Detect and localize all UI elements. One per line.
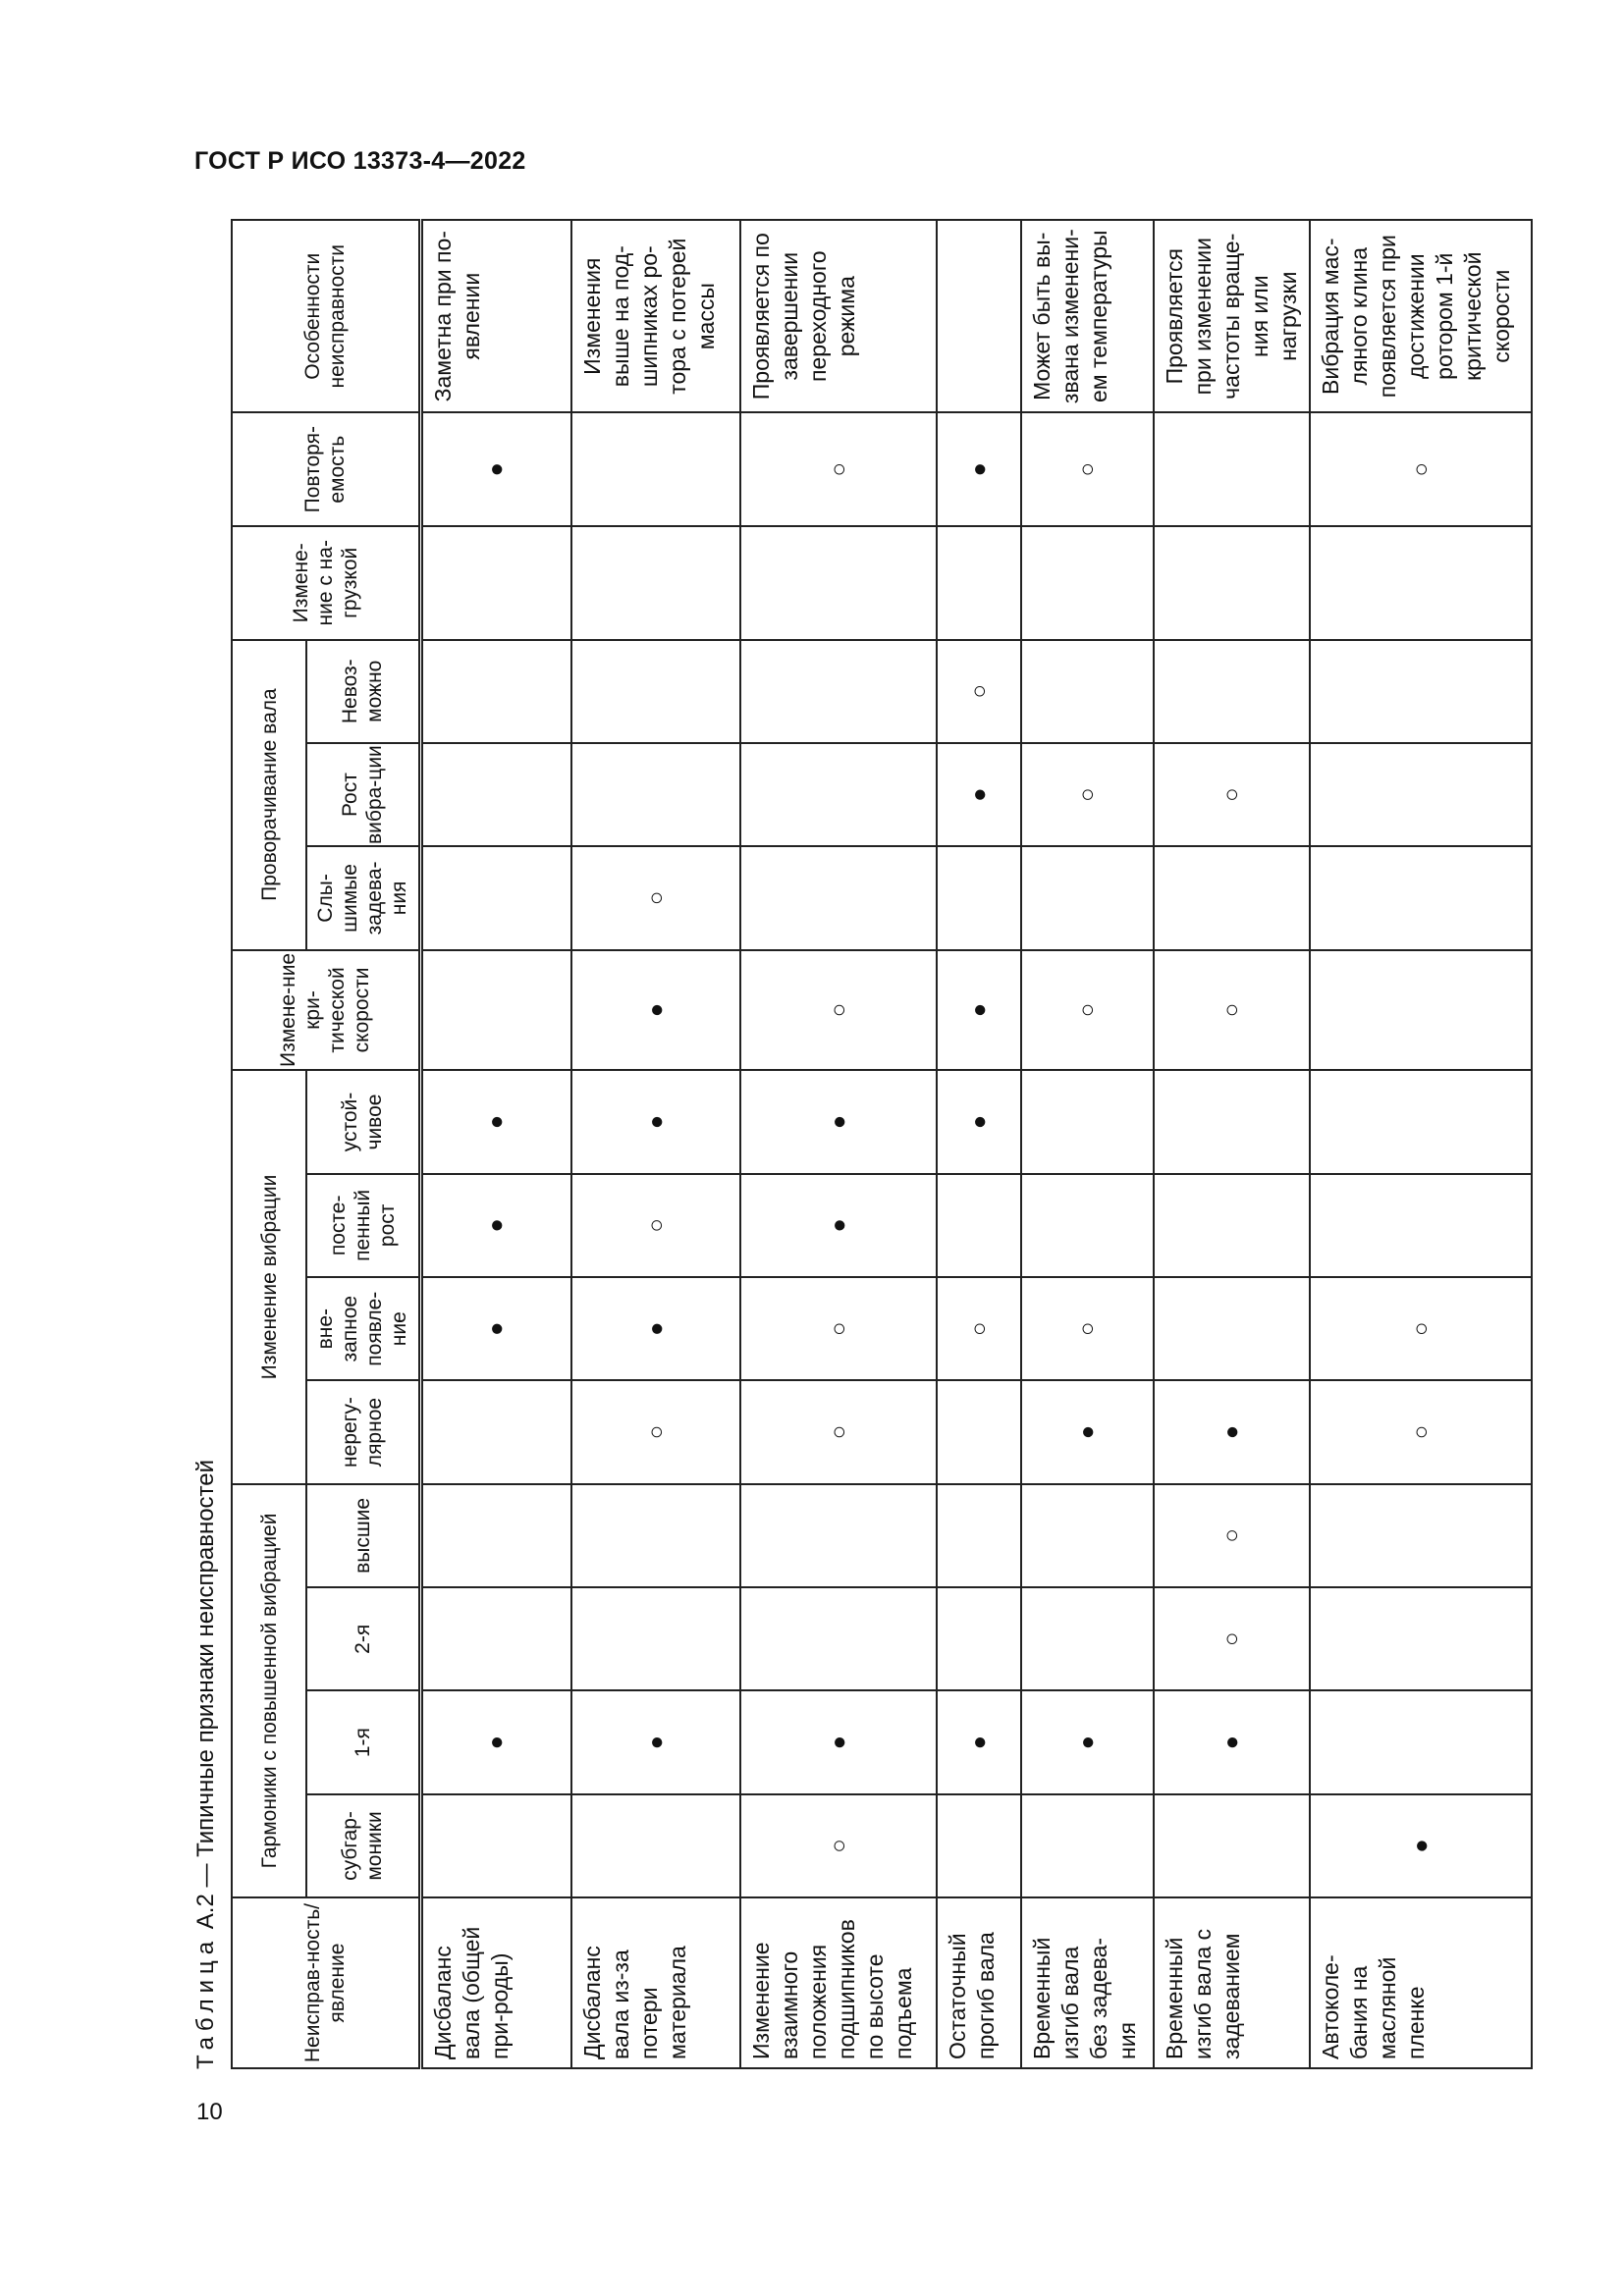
cell-mark [1021,1690,1154,1793]
header-vibration-change: Изменение вибрации [232,1070,306,1483]
table-row [740,220,937,2068]
cell-mark [1154,846,1310,949]
cell-mark [1154,526,1310,640]
cell-mark [571,1587,740,1690]
hollow-circle-icon: ○ [825,461,852,477]
cell-mark [1310,640,1532,743]
cell-mark [571,1794,740,1897]
cell-mark [1154,1277,1310,1380]
filled-dot-icon: ● [1407,1839,1435,1853]
cell-mark [937,1277,1021,1380]
cell-mark [571,1070,740,1173]
cell-mark [937,1380,1021,1483]
cell-mark [420,1484,571,1587]
subheader-harmonic-1: 1-я [306,1690,420,1793]
cell-cause: Дисбаланс вала (общей при-роды) [420,1897,571,2068]
cell-mark [1021,526,1154,640]
cell-mark [420,846,571,949]
hollow-circle-icon: ○ [642,890,670,906]
hollow-circle-icon: ○ [1218,1528,1245,1543]
cell-mark [937,1690,1021,1793]
cell-mark [1310,412,1532,526]
subheader-harmonic-2: 2-я [306,1587,420,1690]
filled-dot-icon: ● [483,1735,511,1750]
filled-dot-icon: ● [1218,1424,1245,1440]
table-caption-label: Таблица [192,1935,219,2069]
hollow-circle-icon: ○ [825,1424,852,1440]
cell-mark [937,1484,1021,1587]
cell-mark [420,1380,571,1483]
cell-mark [571,1380,740,1483]
hollow-circle-icon: ○ [825,1839,852,1853]
hollow-circle-icon: ○ [1074,461,1101,477]
cell-mark [1310,846,1532,949]
cell-mark [740,1484,937,1587]
filled-dot-icon: ● [965,787,993,802]
cell-mark [420,950,571,1071]
subheader-harmonic-higher: высшие [306,1484,420,1587]
filled-dot-icon: ● [965,461,993,477]
filled-dot-icon: ● [483,1114,511,1130]
cell-mark [1154,950,1310,1071]
rotated-table-container [191,219,1514,2069]
cell-mark [740,412,937,526]
cell-feature: Вибрация мас-ляного клина появляется при достижении ротором 1-й критической скорости [1310,220,1532,412]
fault-symptoms-table [231,219,1533,2069]
table-row [937,220,1021,2068]
cell-mark [1021,412,1154,526]
cell-cause: Временный изгиб вала с задеванием [1154,1897,1310,2068]
cell-mark [420,412,571,526]
cell-feature: Заметна при по-явлении [420,220,571,412]
cell-mark [1154,743,1310,846]
cell-mark [571,1277,740,1380]
subheader-vibration-growth: Рост вибра-ции [306,743,420,846]
subheader-sudden: вне-запное появле-ние [306,1277,420,1380]
cell-mark [1310,1070,1532,1173]
subheader-subharmonics: субгар-моники [306,1794,420,1897]
cell-mark [420,1690,571,1793]
filled-dot-icon: ● [965,1735,993,1750]
hollow-circle-icon: ○ [965,1321,993,1336]
cell-mark [1154,1174,1310,1277]
cell-mark [571,1690,740,1793]
cell-mark [937,526,1021,640]
cell-mark [1310,1380,1532,1483]
cell-mark [937,950,1021,1071]
cell-mark [937,412,1021,526]
hollow-circle-icon: ○ [1407,1321,1435,1336]
cell-mark [1154,1587,1310,1690]
cell-mark [1021,1070,1154,1173]
cell-mark [937,743,1021,846]
hollow-circle-icon: ○ [642,1424,670,1440]
cell-mark [420,1587,571,1690]
cell-mark [1154,1380,1310,1483]
subheader-gradual: посте-пенный рост [306,1174,420,1277]
cell-mark [420,1070,571,1173]
table-row [1154,220,1310,2068]
cell-mark [420,1794,571,1897]
cell-mark [937,1587,1021,1690]
filled-dot-icon: ● [642,1002,670,1018]
filled-dot-icon: ● [483,1218,511,1233]
filled-dot-icon: ● [825,1735,852,1750]
cell-mark [740,950,937,1071]
hollow-circle-icon: ○ [1407,1424,1435,1440]
subheader-steady: устой-чивое [306,1070,420,1173]
hollow-circle-icon: ○ [825,1321,852,1336]
cell-mark [740,1277,937,1380]
cell-mark [571,950,740,1071]
cell-mark [1154,1690,1310,1793]
cell-mark [1310,1794,1532,1897]
cell-mark [740,1587,937,1690]
cell-mark [1021,1587,1154,1690]
cell-mark [937,1794,1021,1897]
filled-dot-icon: ● [642,1321,670,1336]
filled-dot-icon: ● [483,461,511,477]
hollow-circle-icon: ○ [1407,461,1435,477]
filled-dot-icon: ● [825,1114,852,1130]
table-row [1021,220,1154,2068]
cell-mark [740,1380,937,1483]
header-harmonics: Гармоники с повышенной вибрацией [232,1484,306,1897]
cell-mark [571,526,740,640]
cell-mark [1310,743,1532,846]
table-row [420,220,571,2068]
cell-feature: Проявляется при изменении частоты враще-ния или нагрузки [1154,220,1310,412]
cell-mark [1021,1174,1154,1277]
filled-dot-icon: ● [825,1218,852,1233]
cell-mark [571,640,740,743]
header-cause: Неисправ-ность/явление [232,1897,420,2068]
table-caption [191,1460,221,2069]
cell-mark [740,743,937,846]
cell-mark [1154,412,1310,526]
cell-mark [571,412,740,526]
hollow-circle-icon: ○ [1074,787,1101,802]
cell-mark [1154,640,1310,743]
hollow-circle-icon: ○ [965,683,993,699]
cell-mark [420,1174,571,1277]
table-row [571,220,740,2068]
table-body [420,220,1532,2068]
cell-mark [1310,526,1532,640]
cell-mark [1154,1484,1310,1587]
header-features: Особенности неисправности [232,220,420,412]
header-load-change: Измене-ние с на-грузкой [232,526,420,640]
filled-dot-icon: ● [642,1114,670,1130]
hollow-circle-icon: ○ [1218,1631,1245,1647]
header-slow-roll: Проворачивание вала [232,640,306,950]
cell-mark [937,640,1021,743]
cell-feature: Проявляется по завершении переходного режима [740,220,937,412]
cell-mark [1021,743,1154,846]
hollow-circle-icon: ○ [825,1002,852,1018]
document-header: ГОСТ Р ИСО 13373-4—2022 [194,147,526,175]
cell-mark [1310,1174,1532,1277]
hollow-circle-icon: ○ [1218,787,1245,802]
cell-mark [937,846,1021,949]
cell-mark [1154,1794,1310,1897]
filled-dot-icon: ● [642,1735,670,1750]
cell-mark [420,743,571,846]
cell-mark [420,526,571,640]
cell-cause: Остаточный прогиб вала [937,1897,1021,2068]
subheader-impossible: Невоз-можно [306,640,420,743]
filled-dot-icon: ● [483,1321,511,1336]
cell-mark [571,1484,740,1587]
cell-mark [1310,1277,1532,1380]
subheader-irregular: нерегу-лярное [306,1380,420,1483]
cell-mark [740,1070,937,1173]
cell-mark [740,640,937,743]
cell-mark [1021,950,1154,1071]
cell-mark [1021,1380,1154,1483]
cell-mark [1310,1484,1532,1587]
hollow-circle-icon: ○ [642,1218,670,1233]
filled-dot-icon: ● [1218,1735,1245,1750]
filled-dot-icon: ● [965,1002,993,1018]
cell-mark [1310,1587,1532,1690]
hollow-circle-icon: ○ [1074,1321,1101,1336]
filled-dot-icon: ● [965,1114,993,1130]
filled-dot-icon: ● [1074,1424,1101,1440]
cell-mark [1021,1794,1154,1897]
cell-cause: Временный изгиб вала без задева-ния [1021,1897,1154,2068]
cell-mark [1021,1277,1154,1380]
cell-mark [1021,846,1154,949]
cell-mark [1021,1484,1154,1587]
cell-mark [740,846,937,949]
header-critical-speed-change: Измене-ние кри-тической скорости [232,950,420,1071]
cell-cause: Дисбаланс вала из-за потери материала [571,1897,740,2068]
cell-mark [1021,640,1154,743]
cell-mark [420,1277,571,1380]
cell-mark [937,1070,1021,1173]
filled-dot-icon: ● [1074,1735,1101,1750]
cell-mark [1310,950,1532,1071]
cell-feature: Изменения выше на под-шипниках ро-тора с потерей массы [571,220,740,412]
cell-mark [571,743,740,846]
cell-mark [740,1174,937,1277]
cell-mark [937,1174,1021,1277]
cell-feature [937,220,1021,412]
hollow-circle-icon: ○ [1074,1002,1101,1018]
cell-cause: Изменение взаимного положения подшипников по высоте подъема [740,1897,937,2068]
header-repeatability: Повторя-емость [232,412,420,526]
page-number: 10 [196,2099,223,2125]
table-caption-text: А.2 — Типичные признаки неисправностей [192,1459,219,1930]
cell-mark [740,1794,937,1897]
cell-mark [740,1690,937,1793]
cell-feature: Может быть вы-звана изменени-ем температуры [1021,220,1154,412]
cell-mark [1154,1070,1310,1173]
cell-mark [571,1174,740,1277]
cell-mark [420,640,571,743]
subheader-audible-rub: Слы-шимые задева-ния [306,846,420,949]
cell-mark [740,526,937,640]
cell-cause: Автоколе-бания на масляной пленке [1310,1897,1532,2068]
cell-mark [571,846,740,949]
cell-mark [1310,1690,1532,1793]
hollow-circle-icon: ○ [1218,1002,1245,1018]
table-row [1310,220,1532,2068]
